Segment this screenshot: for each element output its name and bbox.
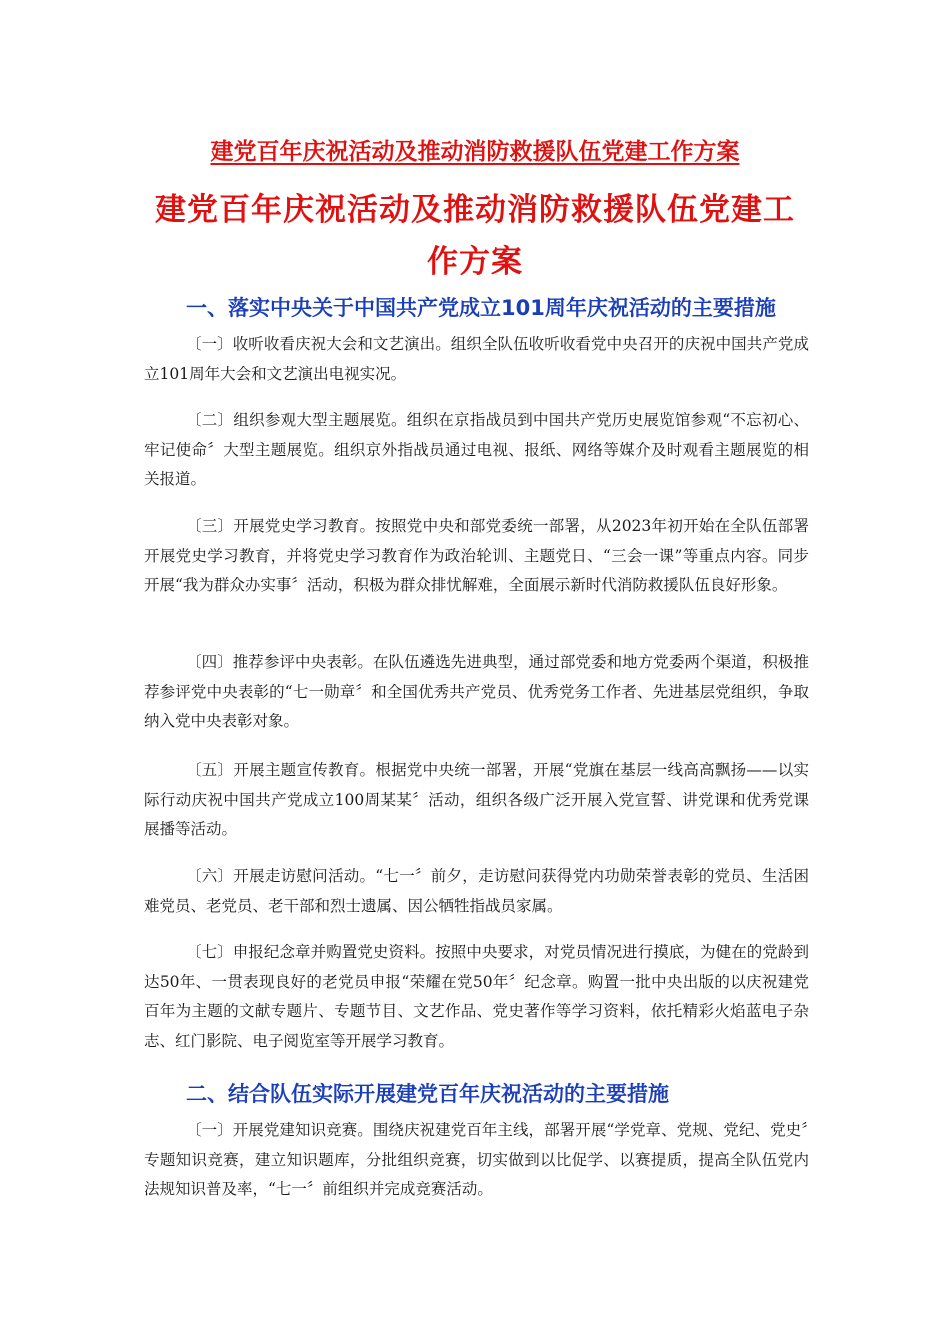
document-top-title: 建党百年庆祝活动及推动消防救援队伍党建工作方案	[210, 139, 740, 165]
section-1-heading: 一、落实中央关于中国共产党成立101周年庆祝活动的主要措施	[186, 296, 776, 320]
document-main-title: 建党百年庆祝活动及推动消防救援队伍党建工作方案	[155, 192, 795, 280]
section-1-paragraph-7: 〔七〕申报纪念章并购置党史资料。按照中央要求，对党员情况进行摸底，为健在的党龄到达50年、一贯表现良好的老党员申报“荣耀在党50年〞纪念章。购置一批中央出版的以庆祝建党百年为主题的文献专题片、专题节目、文艺作品、党史著作等学习资料，依托精彩火焰蓝电子杂志、红门影院、电子阅览室等开展学习教育。	[144, 943, 809, 1050]
section-1-paragraph-1: 〔一〕收听收看庆祝大会和文艺演出。组织全队伍收听收看党中央召开的庆祝中国共产党成立101周年大会和文艺演出电视实况。	[144, 335, 809, 383]
section-2-heading: 二、结合队伍实际开展建党百年庆祝活动的主要措施	[186, 1082, 669, 1106]
section-1-paragraph-5: 〔五〕开展主题宣传教育。根据党中央统一部署，开展“党旗在基层一线高高飘扬——以实际行动庆祝中国共产党成立100周某某〞活动，组织各级广泛开展入党宣誓、讲党课和优秀党课展播等活动。	[144, 761, 809, 838]
section-1-paragraph-2: 〔二〕组织参观大型主题展览。组织在京指战员到中国共产党历史展览馆参观“不忘初心、牢记使命〞大型主题展览。组织京外指战员通过电视、报纸、网络等媒介及时观看主题展览的相关报道。	[144, 411, 809, 488]
section-1-paragraph-6: 〔六〕开展走访慰问活动。“七一〞前夕，走访慰问获得党内功勋荣誉表彰的党员、生活困难党员、老党员、老干部和烈士遗属、因公牺牲指战员家属。	[144, 867, 809, 915]
section-1-paragraph-3: 〔三〕开展党史学习教育。按照党中央和部党委统一部署，从2023年初开始在全队伍部署开展党史学习教育，并将党史学习教育作为政治轮训、主题党日、“三会一课”等重点内容。同步开展“我为群众办实事〞活动，积极为群众排忧解难，全面展示新时代消防救援队伍良好形象。	[144, 517, 809, 594]
section-1-paragraph-4: 〔四〕推荐参评中央表彰。在队伍遴选先进典型，通过部党委和地方党委两个渠道，积极推荐参评党中央表彰的“七一勋章〞和全国优秀共产党员、优秀党务工作者、先进基层党组织，争取纳入党中央表彰对象。	[144, 653, 809, 730]
section-2-paragraph-1: 〔一〕开展党建知识竞赛。围绕庆祝建党百年主线，部署开展“学党章、党规、党纪、党史〞专题知识竞赛，建立知识题库，分批组织竞赛，切实做到以比促学、以赛提质，提高全队伍党内法规知识普及率，“七一〞前组织并完成竞赛活动。	[144, 1121, 809, 1198]
